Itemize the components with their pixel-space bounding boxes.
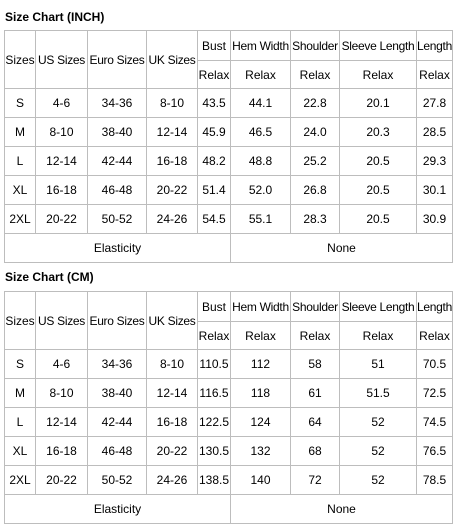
table-cell: 72 xyxy=(291,466,340,495)
table-cell: S xyxy=(5,89,36,118)
table-cell: 12-14 xyxy=(36,147,88,176)
table-cell: 138.5 xyxy=(198,466,231,495)
table-cell: 38-40 xyxy=(88,118,147,147)
header-shoulder: Shoulder xyxy=(291,31,340,61)
table-cell: 28.3 xyxy=(291,205,340,234)
table-cell: XL xyxy=(5,176,36,205)
table-cell: 30.1 xyxy=(417,176,453,205)
table-cell: 2XL xyxy=(5,466,36,495)
table-cell: 22.8 xyxy=(291,89,340,118)
header-sleeve-length: Sleeve Length xyxy=(340,31,417,61)
size-chart-table xyxy=(4,30,453,263)
table-cell: 16-18 xyxy=(147,408,198,437)
table-cell: 61 xyxy=(291,379,340,408)
table-cell: 2XL xyxy=(5,205,36,234)
header-uk-sizes: UK Sizes xyxy=(147,31,198,89)
subheader-shoulder: Relax xyxy=(291,61,340,89)
table-row xyxy=(5,118,453,147)
table-cell: 74.5 xyxy=(417,408,453,437)
table-cell: 124 xyxy=(231,408,291,437)
table-cell: 25.2 xyxy=(291,147,340,176)
table-cell: L xyxy=(5,147,36,176)
table-cell: 58 xyxy=(291,350,340,379)
table-cell: M xyxy=(5,379,36,408)
header-us-sizes: US Sizes xyxy=(36,292,88,350)
table-cell: 12-14 xyxy=(147,379,198,408)
header-sleeve-length: Sleeve Length xyxy=(340,292,417,322)
table-cell: 50-52 xyxy=(88,205,147,234)
table-cell: 34-36 xyxy=(88,89,147,118)
table-cell: 42-44 xyxy=(88,147,147,176)
table-cell: 55.1 xyxy=(231,205,291,234)
subheader-sleeve-length: Relax xyxy=(340,61,417,89)
header-length: Length xyxy=(417,31,453,61)
table-cell: 16-18 xyxy=(36,437,88,466)
table-row xyxy=(5,379,453,408)
table-cell: 42-44 xyxy=(88,408,147,437)
table-cell: 64 xyxy=(291,408,340,437)
header-euro-sizes: Euro Sizes xyxy=(88,31,147,89)
table-cell: L xyxy=(5,408,36,437)
header-sizes: Sizes xyxy=(5,292,36,350)
table-row xyxy=(5,205,453,234)
table-cell: 28.5 xyxy=(417,118,453,147)
table-cell: M xyxy=(5,118,36,147)
table-cell: 26.8 xyxy=(291,176,340,205)
header-shoulder: Shoulder xyxy=(291,292,340,322)
subheader-hem-width: Relax xyxy=(231,61,291,89)
table-cell: 54.5 xyxy=(198,205,231,234)
table-cell: 20.5 xyxy=(340,176,417,205)
table-cell: S xyxy=(5,350,36,379)
table-cell: 52.0 xyxy=(231,176,291,205)
table-cell: 20.3 xyxy=(340,118,417,147)
table-cell: 24.0 xyxy=(291,118,340,147)
table-row xyxy=(5,147,453,176)
table-cell: 16-18 xyxy=(147,147,198,176)
header-bust: Bust xyxy=(198,292,231,322)
table-cell: 12-14 xyxy=(36,408,88,437)
table-cell: 122.5 xyxy=(198,408,231,437)
table-cell: 20-22 xyxy=(147,176,198,205)
header-euro-sizes: Euro Sizes xyxy=(88,292,147,350)
subheader-hem-width: Relax xyxy=(231,322,291,350)
table-row xyxy=(5,176,453,205)
table-row xyxy=(5,466,453,495)
table-cell: 27.8 xyxy=(417,89,453,118)
table-cell: 46-48 xyxy=(88,176,147,205)
table-cell: XL xyxy=(5,437,36,466)
table-cell: 132 xyxy=(231,437,291,466)
table-cell: 45.9 xyxy=(198,118,231,147)
subheader-shoulder: Relax xyxy=(291,322,340,350)
table-cell: 44.1 xyxy=(231,89,291,118)
table-cell: 8-10 xyxy=(147,89,198,118)
table-cell: 20-22 xyxy=(36,466,88,495)
table-cell: 50-52 xyxy=(88,466,147,495)
header-us-sizes: US Sizes xyxy=(36,31,88,89)
table-cell: 8-10 xyxy=(147,350,198,379)
table-cell: 20-22 xyxy=(147,437,198,466)
table-cell: 24-26 xyxy=(147,205,198,234)
table-cell: 140 xyxy=(231,466,291,495)
table-cell: 16-18 xyxy=(36,176,88,205)
table-cell: 8-10 xyxy=(36,379,88,408)
subheader-sleeve-length: Relax xyxy=(340,322,417,350)
table-cell: 130.5 xyxy=(198,437,231,466)
elasticity-value: None xyxy=(231,495,453,524)
table-cell: 20.5 xyxy=(340,205,417,234)
table-cell: 20-22 xyxy=(36,205,88,234)
table-cell: 118 xyxy=(231,379,291,408)
table-cell: 30.9 xyxy=(417,205,453,234)
table-cell: 8-10 xyxy=(36,118,88,147)
table-cell: 38-40 xyxy=(88,379,147,408)
subheader-bust: Relax xyxy=(198,322,231,350)
table-cell: 76.5 xyxy=(417,437,453,466)
header-hem-width: Hem Width xyxy=(231,31,291,61)
table-row xyxy=(5,408,453,437)
table-row xyxy=(5,89,453,118)
header-hem-width: Hem Width xyxy=(231,292,291,322)
table-cell: 48.8 xyxy=(231,147,291,176)
table-cell: 4-6 xyxy=(36,89,88,118)
table-row xyxy=(5,350,453,379)
table-cell: 46.5 xyxy=(231,118,291,147)
header-sizes: Sizes xyxy=(5,31,36,89)
table-cell: 46-48 xyxy=(88,437,147,466)
table-cell: 52 xyxy=(340,408,417,437)
table-cell: 12-14 xyxy=(147,118,198,147)
table-cell: 78.5 xyxy=(417,466,453,495)
table-cell: 51.5 xyxy=(340,379,417,408)
subheader-bust: Relax xyxy=(198,61,231,89)
table-row xyxy=(5,437,453,466)
table-cell: 48.2 xyxy=(198,147,231,176)
subheader-length: Relax xyxy=(417,61,453,89)
header-length: Length xyxy=(417,292,453,322)
table-cell: 68 xyxy=(291,437,340,466)
elasticity-label: Elasticity xyxy=(5,495,231,524)
chart-title: Size Chart (CM) xyxy=(5,270,94,284)
subheader-length: Relax xyxy=(417,322,453,350)
elasticity-value: None xyxy=(231,234,453,263)
table-cell: 34-36 xyxy=(88,350,147,379)
table-cell: 20.1 xyxy=(340,89,417,118)
table-cell: 112 xyxy=(231,350,291,379)
table-cell: 4-6 xyxy=(36,350,88,379)
chart-title: Size Chart (INCH) xyxy=(5,10,105,24)
header-uk-sizes: UK Sizes xyxy=(147,292,198,350)
table-cell: 24-26 xyxy=(147,466,198,495)
table-cell: 43.5 xyxy=(198,89,231,118)
table-cell: 51.4 xyxy=(198,176,231,205)
size-chart-table xyxy=(4,291,453,524)
table-cell: 70.5 xyxy=(417,350,453,379)
table-cell: 51 xyxy=(340,350,417,379)
table-cell: 116.5 xyxy=(198,379,231,408)
table-cell: 110.5 xyxy=(198,350,231,379)
table-cell: 29.3 xyxy=(417,147,453,176)
table-cell: 20.5 xyxy=(340,147,417,176)
elasticity-label: Elasticity xyxy=(5,234,231,263)
header-bust: Bust xyxy=(198,31,231,61)
table-cell: 52 xyxy=(340,466,417,495)
table-cell: 52 xyxy=(340,437,417,466)
table-cell: 72.5 xyxy=(417,379,453,408)
